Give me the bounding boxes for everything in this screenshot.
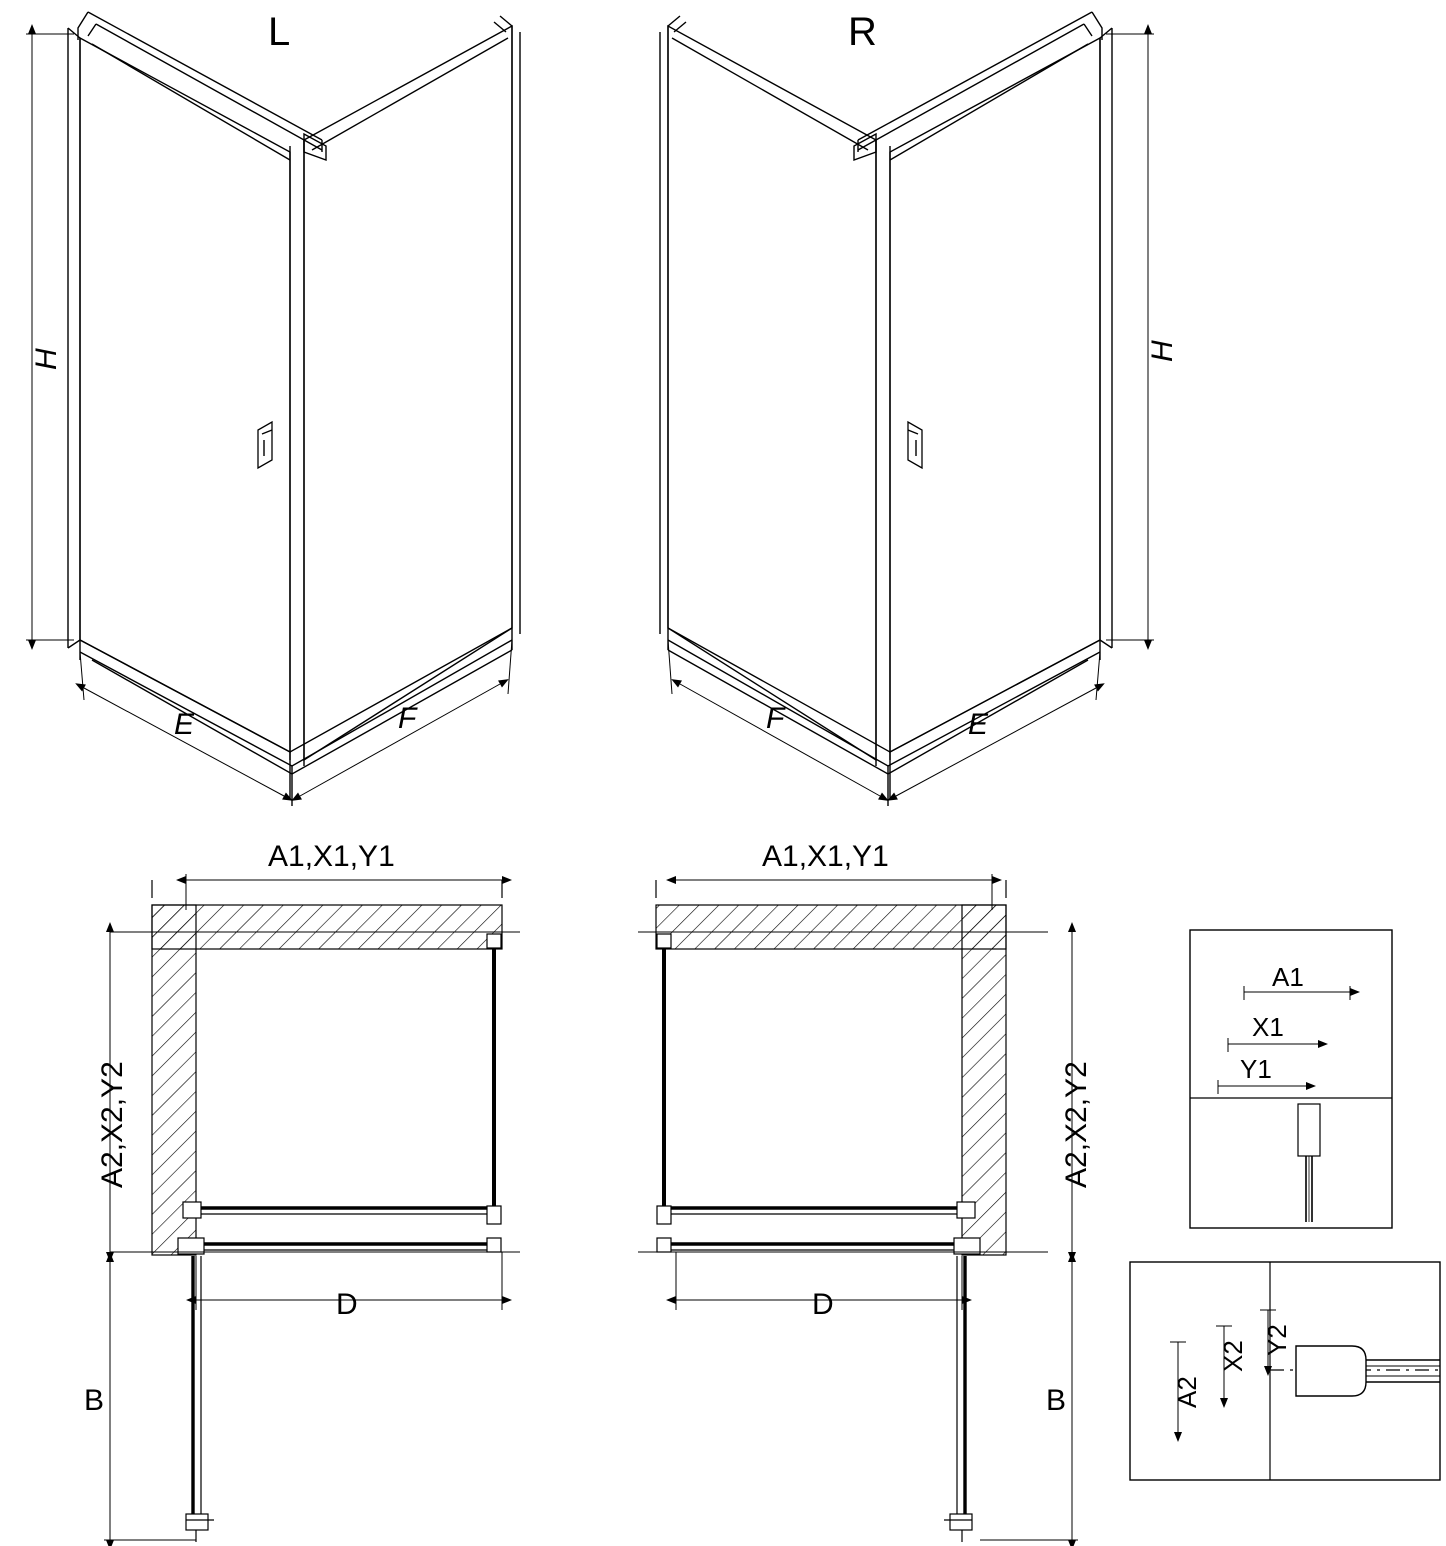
plan-view-right <box>638 880 1048 1542</box>
dimension-label-H-right: H <box>1146 340 1179 362</box>
detail-label-x2: X2 <box>1218 1340 1248 1372</box>
dimension-label-F-right: F <box>766 702 785 735</box>
dimension-label-H-left: H <box>30 348 63 370</box>
plan-dimension-label-D-left: D <box>336 1288 358 1321</box>
variant-label-left: L <box>268 10 291 54</box>
plan-view-left <box>110 880 520 1542</box>
dimension-label-E-right: E <box>968 708 989 741</box>
plan-dimension-label-top-left: A1,X1,Y1 <box>268 840 395 873</box>
plan-dimension-label-D-right: D <box>812 1288 834 1321</box>
dimension-H-right <box>1106 34 1154 640</box>
detail-label-x1: X1 <box>1252 1012 1284 1042</box>
plan-dimension-label-top-right: A1,X1,Y1 <box>762 840 889 873</box>
iso-view-left <box>68 12 520 806</box>
detail-label-a2: A2 <box>1172 1376 1202 1408</box>
iso-view-right <box>660 12 1112 806</box>
dimension-H-left <box>26 34 74 640</box>
detail-label-a1: A1 <box>1272 962 1304 992</box>
plan-dimension-label-side-left: A2,X2,Y2 <box>96 1061 129 1188</box>
dimension-label-F-left: F <box>398 702 417 735</box>
variant-label-right: R <box>848 10 877 54</box>
plan-dimension-label-B-left: B <box>84 1384 105 1417</box>
plan-dimension-label-side-right: A2,X2,Y2 <box>1060 1061 1093 1188</box>
detail-view-bottom <box>1130 1262 1440 1480</box>
plan-dimension-label-B-right: B <box>1046 1384 1067 1417</box>
dimension-label-E-left: E <box>174 708 195 741</box>
detail-label-y1: Y1 <box>1240 1054 1272 1084</box>
detail-label-y2: Y2 <box>1262 1324 1292 1356</box>
